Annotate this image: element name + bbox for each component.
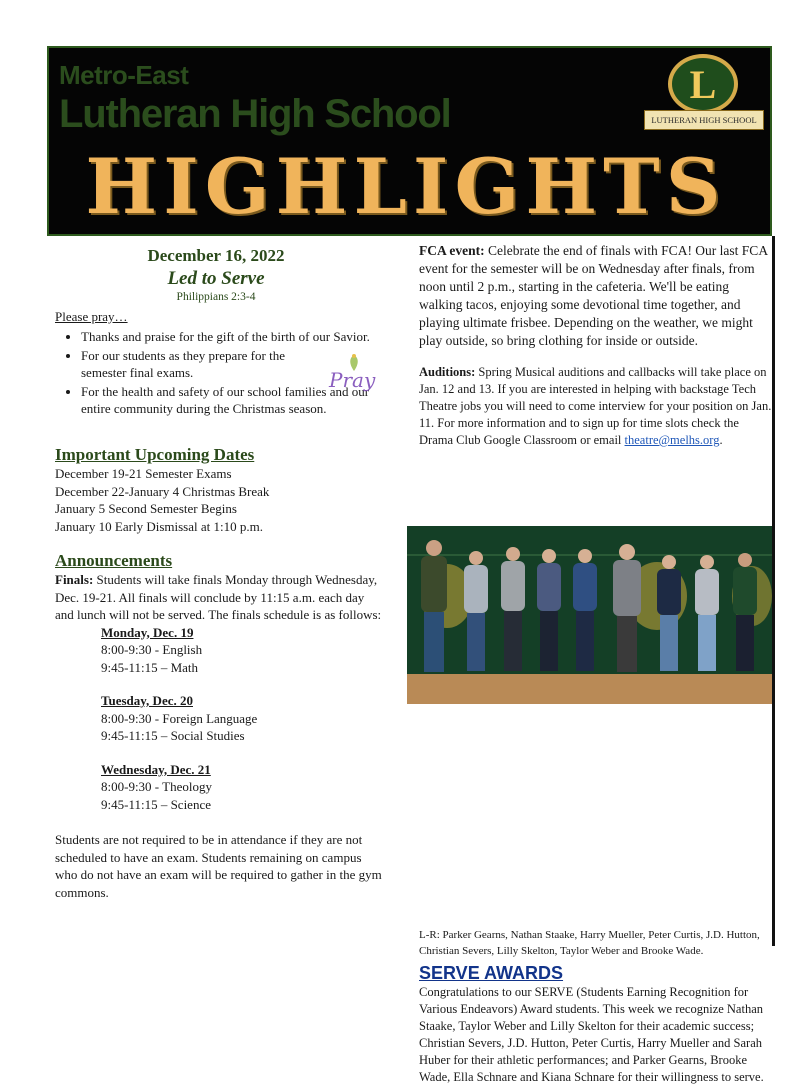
pray-art-text: Pray xyxy=(329,368,376,392)
dates-list xyxy=(55,465,385,535)
exam-slot: 8:00-9:30 - Foreign Language xyxy=(101,710,258,726)
finals-text: Students will take finals Monday through Wednesday, Dec. 19-21. All finals will conclude by 11:15 a.m. each day and lunch will not be served. The finals schedule is as follows: xyxy=(55,572,382,622)
exam-day-title: Tuesday, Dec. 20 xyxy=(101,693,193,708)
auditions-label: Auditions: xyxy=(419,365,476,379)
date-item: January 5 Second Semester Begins xyxy=(55,501,237,516)
photo-caption: L-R: Parker Gearns, Nathan Staake, Harry Mueller, Peter Curtis, J.D. Hutton, Christian Severs, Lilly Skelton, Taylor Weber and Brooke Wade. xyxy=(419,929,760,957)
school-name-line2: Lutheran High School xyxy=(59,92,451,136)
pray-clipart-icon xyxy=(329,354,381,394)
exam-day-tuesday xyxy=(101,692,385,745)
exam-slot: 9:45-11:15 – Science xyxy=(101,796,211,812)
auditions-paragraph xyxy=(419,364,772,449)
school-name-line1: Metro-East xyxy=(59,60,189,90)
finals-label: Finals: xyxy=(55,572,94,587)
serve-awards-heading: SERVE AWARDS xyxy=(419,963,564,983)
bible-verse: Philippians 2:3-4 xyxy=(176,291,256,303)
left-column xyxy=(47,236,385,946)
school-logo xyxy=(644,54,762,130)
pray-heading: Please pray… xyxy=(55,309,128,324)
fca-label: FCA event: xyxy=(419,243,485,258)
fca-text: Celebrate the end of finals with FCA! Our last FCA event for the semester will be on Wednesday after finals, from noon until 2 p.m., starting in the cafeteria. We'll be eating walking tacos, enjoying some devotional time together, and playing ultimate frisbee. Depending on the weather, we might play outside, so bring clothing for inside or outside. xyxy=(419,243,768,348)
logo-badge-icon: L xyxy=(668,54,738,114)
finals-paragraph xyxy=(55,571,385,624)
prayer-item: • For the health and safety of our school families and our entire community during the Christmas season. xyxy=(81,383,385,417)
issue-theme: Led to Serve xyxy=(167,268,265,289)
issue-date: December 16, 2022 xyxy=(147,246,285,265)
serve-awards-paragraph: Congratulations to our SERVE (Students Earning Recognition for Various Endeavors) Award students. This week we recognize Nathan Staake, Taylor Weber and Lilly Skelton for their academic success; Christian Severs, J.D. Hutton, Peter Curtis, Harry Mueller and Sarah Huber for their athletic performances; and Parker Gearns, Brooke Wade, Ella Schnare and Kiana Schnare for their willingness to serve. xyxy=(419,985,764,1084)
date-item: December 19-21 Semester Exams xyxy=(55,466,232,481)
date-item: December 22-January 4 Christmas Break xyxy=(55,483,270,499)
exam-slot: 8:00-9:30 - English xyxy=(101,642,203,657)
exam-day-title: Wednesday, Dec. 21 xyxy=(101,761,211,777)
prayer-item: • Thanks and praise for the gift of the birth of our Savior. xyxy=(81,328,385,345)
auditions-end: . xyxy=(719,433,723,447)
dates-heading: Important Upcoming Dates xyxy=(55,445,255,464)
exam-day-wednesday xyxy=(101,761,385,814)
exam-day-monday xyxy=(101,624,385,677)
fca-paragraph xyxy=(419,242,772,350)
theatre-email-link[interactable]: theatre@melhs.org xyxy=(624,433,720,447)
attendance-paragraph: Students are not required to be in attendance if they are not scheduled to have an exam. Students remaining on campus who do not have an exam will be required to gather in the gym commons. xyxy=(55,832,382,900)
right-column xyxy=(407,236,775,1084)
newsletter-page xyxy=(47,46,772,1084)
auditions-text: Spring Musical auditions and callbacks will take place on Jan. 12 and 13. If you are interested in helping with backstage Tech Theatre jobs you will need to come interview for your position on Jan. 11. For more information and to sign up for time slots check the Drama Club Google Classroom or email xyxy=(419,365,772,447)
group-photo xyxy=(407,526,772,704)
newsletter-title: HIGHLIGHTS xyxy=(85,142,727,231)
masthead-banner xyxy=(47,46,772,236)
exam-day-title: Monday, Dec. 19 xyxy=(101,624,194,640)
prayer-item: • For our students as they prepare for the semester final exams. xyxy=(81,347,385,381)
exam-slot: 9:45-11:15 – Math xyxy=(101,659,199,675)
exam-slot: 8:00-9:30 - Theology xyxy=(101,779,212,794)
exam-slot: 9:45-11:15 – Social Studies xyxy=(101,728,245,743)
date-item: January 10 Early Dismissal at 1:10 p.m. xyxy=(55,518,263,534)
announcements-heading: Announcements xyxy=(55,551,173,570)
logo-plate: LUTHERAN HIGH SCHOOL xyxy=(644,110,764,130)
